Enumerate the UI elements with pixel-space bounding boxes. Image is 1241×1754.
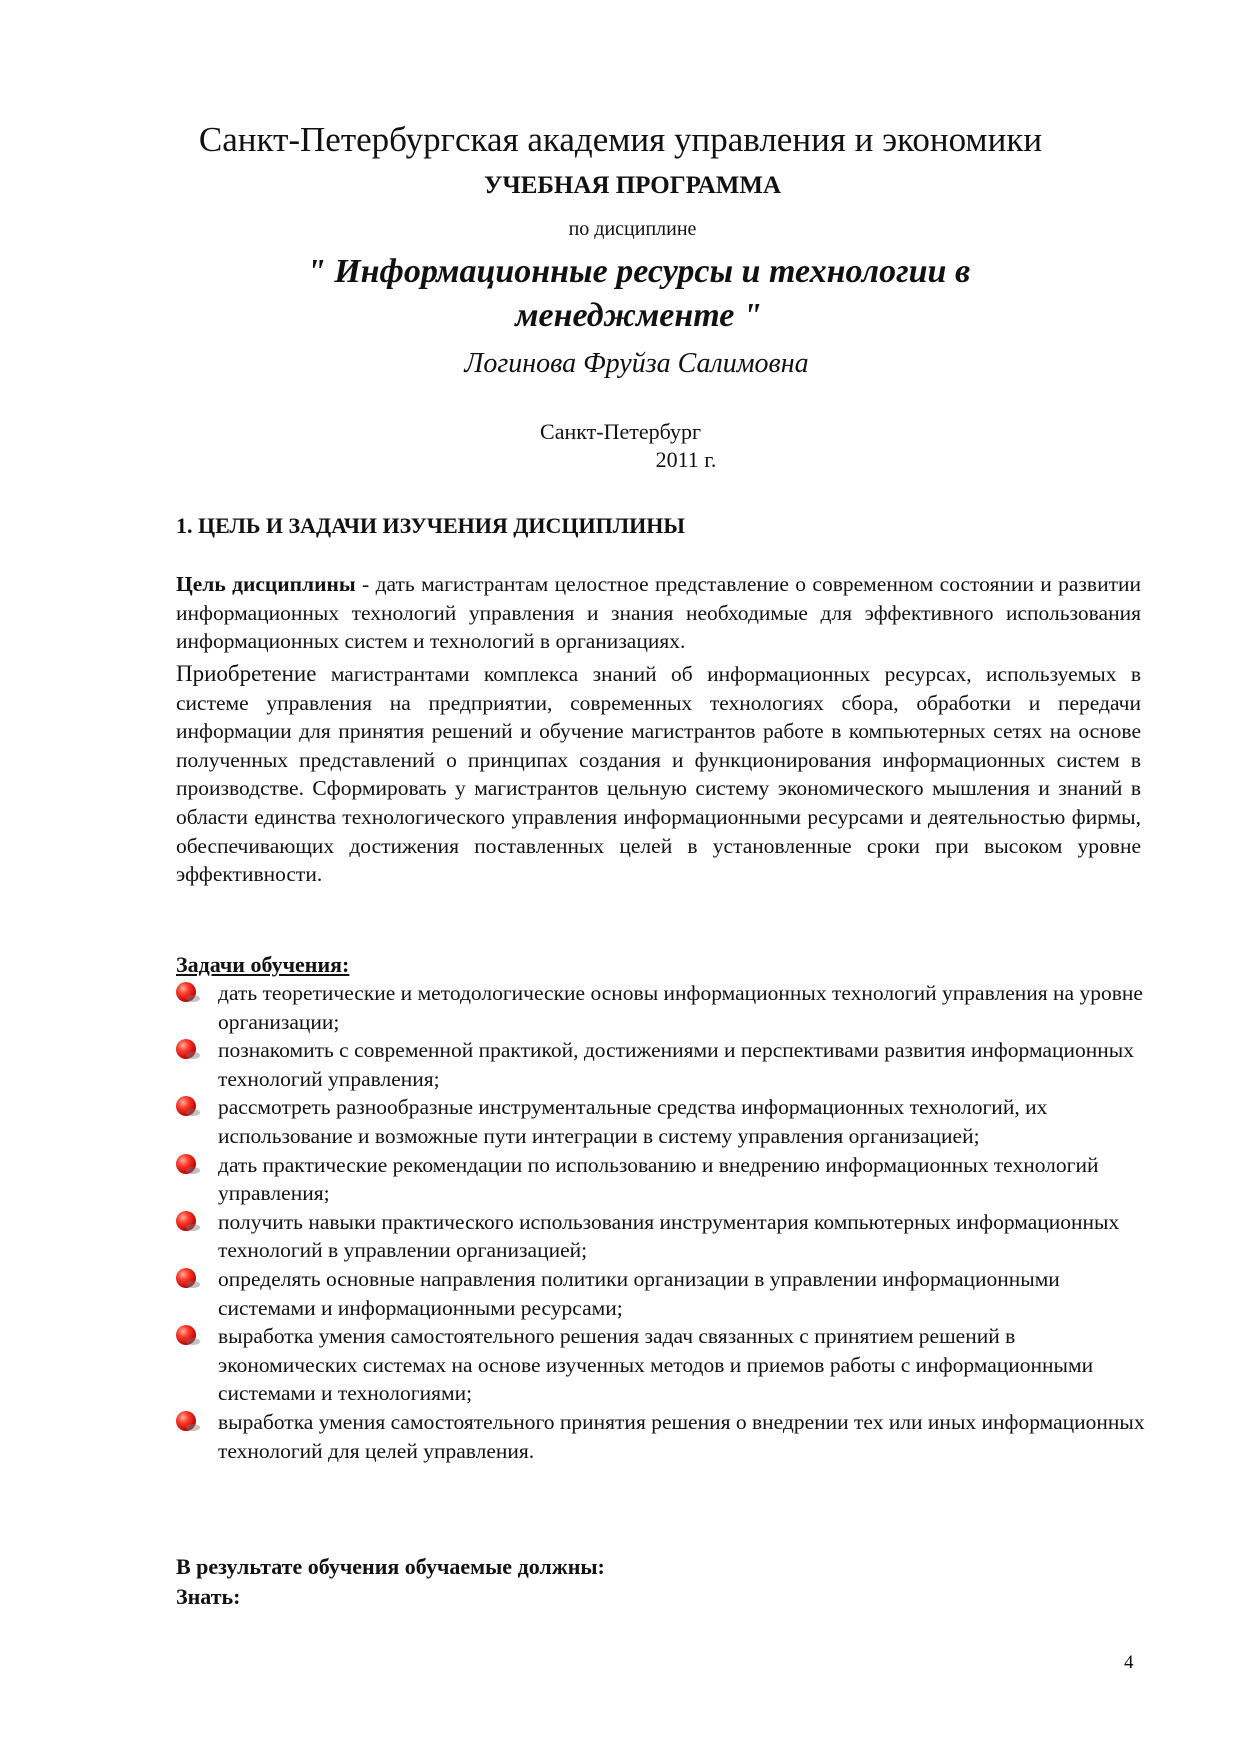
program-title: УЧЕБНАЯ ПРОГРАММА xyxy=(484,172,781,199)
result-heading: В результате обучения обучаемые должны: xyxy=(176,1554,605,1579)
red-ball-bullet-icon xyxy=(176,1096,196,1116)
list-item xyxy=(176,1036,1151,1093)
task-text: получить навыки практического использования инструментария компьютерных информационных технологий в управлении организацией; xyxy=(218,1209,1120,1263)
task-text: познакомить с современной практикой, достижениями и перспективами развития информационных технологий управления; xyxy=(218,1038,1134,1091)
academy-name: Санкт-Петербургская академия управления и экономики xyxy=(198,120,1043,159)
red-ball-bullet-icon xyxy=(176,1039,196,1059)
list-item xyxy=(176,979,1151,1036)
red-ball-bullet-icon xyxy=(176,1154,196,1174)
list-item xyxy=(176,1151,1151,1208)
author-name: Логинова Фруйза Салимовна xyxy=(464,348,809,379)
discipline-title xyxy=(18,250,1241,338)
discipline-title-line-1: " Информационные ресурсы и технологии в xyxy=(306,253,971,290)
city: Санкт-Петербург xyxy=(540,419,701,444)
red-ball-bullet-icon xyxy=(176,1211,196,1231)
goal-text: - дать магистрантам целостное представление о современном состоянии и развитии информационных технологий управления и знания необходимые для эффективного использования информационных систем и технологий в организациях. xyxy=(176,572,1141,654)
red-ball-bullet-icon xyxy=(176,982,196,1002)
by-discipline-label: по дисциплине xyxy=(568,218,697,240)
list-item xyxy=(176,1408,1151,1465)
page-number: 4 xyxy=(1124,1652,1134,1673)
goal-label: Цель дисциплины xyxy=(176,572,356,596)
task-text: рассмотреть разнообразные инструментальные средства информационных технологий, их использование и возможные пути интеграции в систему управления организацией; xyxy=(218,1095,1048,1148)
red-ball-bullet-icon xyxy=(176,1268,196,1288)
year: 2011 г. xyxy=(655,447,717,472)
tasks-heading: Задачи обучения: xyxy=(176,952,350,977)
task-text: выработка умения самостоятельного принятия решения о внедрении тех или иных информационных технологий для целей управления. xyxy=(218,1409,1145,1463)
task-text: выработка умения самостоятельного решения задач связанных с принятием решений в экономических системах на основе изученных методов и приемов работы с информационными системами и технологиями; xyxy=(218,1324,1094,1406)
list-item xyxy=(176,1265,1151,1322)
acquisition-paragraph xyxy=(176,660,1141,889)
acquisition-first-word: Приобретение xyxy=(176,661,317,686)
red-ball-bullet-icon xyxy=(176,1411,196,1431)
know-heading: Знать: xyxy=(176,1584,241,1609)
acquisition-text: магистрантами комплекса знаний об информационных ресурсах, используемых в системе управления на предприятии, современных технологиях сбора, обработки и передачи информации для принятия решений и обучение магистрантов работе в компьютерных сетях на основе полученных представлений о принципах создания и функционирования информационных систем в производстве. Сформировать у магистрантов цельную систему экономического мышления и знаний в области единства технологического управления информационными ресурсами и деятельностью фирмы, обеспечивающих достижения поставленных целей в установленные сроки при высоком уровне эффективности. xyxy=(176,662,1141,887)
goal-paragraph xyxy=(176,570,1141,656)
discipline-title-line-2: менеджменте " xyxy=(515,297,762,334)
section-heading: 1. ЦЕЛЬ И ЗАДАЧИ ИЗУЧЕНИЯ ДИСЦИПЛИНЫ xyxy=(176,513,685,538)
task-text: дать теоретические и методологические основы информационных технологий управления на уровне организации; xyxy=(218,981,1143,1034)
task-text: определять основные направления политики организации в управлении информационными системами и информационными ресурсами; xyxy=(218,1266,1060,1320)
list-item xyxy=(176,1093,1151,1150)
red-ball-bullet-icon xyxy=(176,1325,196,1345)
tasks-list xyxy=(176,979,1151,1465)
list-item xyxy=(176,1208,1151,1265)
list-item xyxy=(176,1322,1151,1408)
task-text: дать практические рекомендации по использованию и внедрению информационных технологий управления; xyxy=(218,1152,1099,1206)
